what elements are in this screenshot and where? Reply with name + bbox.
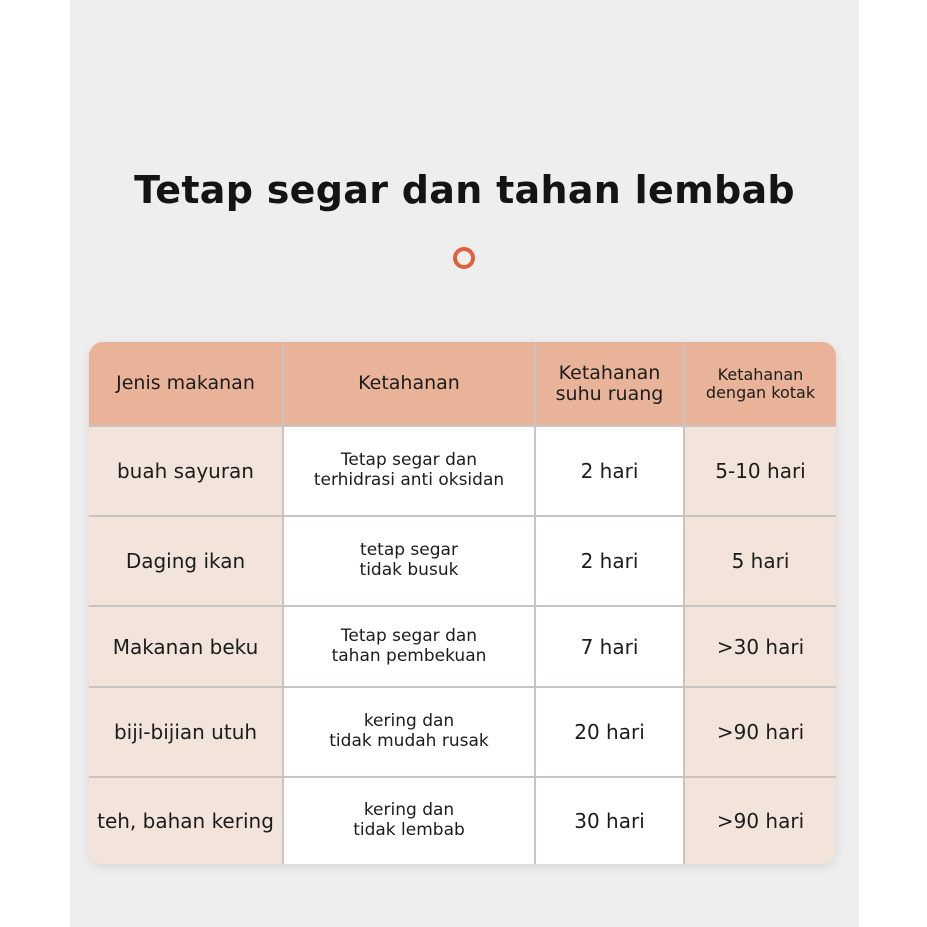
food-type-cell: Daging ikan: [89, 516, 283, 606]
food-type-cell: teh, bahan kering: [89, 777, 283, 864]
table-row: [89, 777, 836, 864]
room-temperature-cell: 2 hari: [535, 426, 684, 516]
durability-cell: kering dan tidak mudah rusak: [283, 687, 535, 777]
header-room-temperature: Ketahanan suhu ruang: [535, 342, 684, 426]
room-temperature-cell: 7 hari: [535, 606, 684, 687]
with-box-cell: 5 hari: [684, 516, 836, 606]
header-durability: Ketahanan: [283, 342, 535, 426]
food-type-cell: buah sayuran: [89, 426, 283, 516]
with-box-cell: >30 hari: [684, 606, 836, 687]
food-type-cell: biji-bijian utuh: [89, 687, 283, 777]
room-temperature-cell: 20 hari: [535, 687, 684, 777]
table-row: [89, 516, 836, 606]
food-type-cell: Makanan beku: [89, 606, 283, 687]
ring-icon: [453, 247, 475, 269]
room-temperature-cell: 2 hari: [535, 516, 684, 606]
table-row: [89, 426, 836, 516]
durability-cell: Tetap segar dan tahan pembekuan: [283, 606, 535, 687]
durability-cell: Tetap segar dan terhidrasi anti oksidan: [283, 426, 535, 516]
durability-cell: tetap segar tidak busuk: [283, 516, 535, 606]
header-food-type: Jenis makanan: [89, 342, 283, 426]
page-title: Tetap segar dan tahan lembab: [134, 168, 795, 212]
with-box-cell: 5-10 hari: [684, 426, 836, 516]
table-row: [89, 606, 836, 687]
room-temperature-cell: 30 hari: [535, 777, 684, 864]
with-box-cell: >90 hari: [684, 777, 836, 864]
storage-comparison-table: [89, 342, 836, 864]
table-header-row: [89, 342, 836, 426]
header-with-box: Ketahanan dengan kotak: [684, 342, 836, 426]
with-box-cell: >90 hari: [684, 687, 836, 777]
durability-cell: kering dan tidak lembab: [283, 777, 535, 864]
table-row: [89, 687, 836, 777]
